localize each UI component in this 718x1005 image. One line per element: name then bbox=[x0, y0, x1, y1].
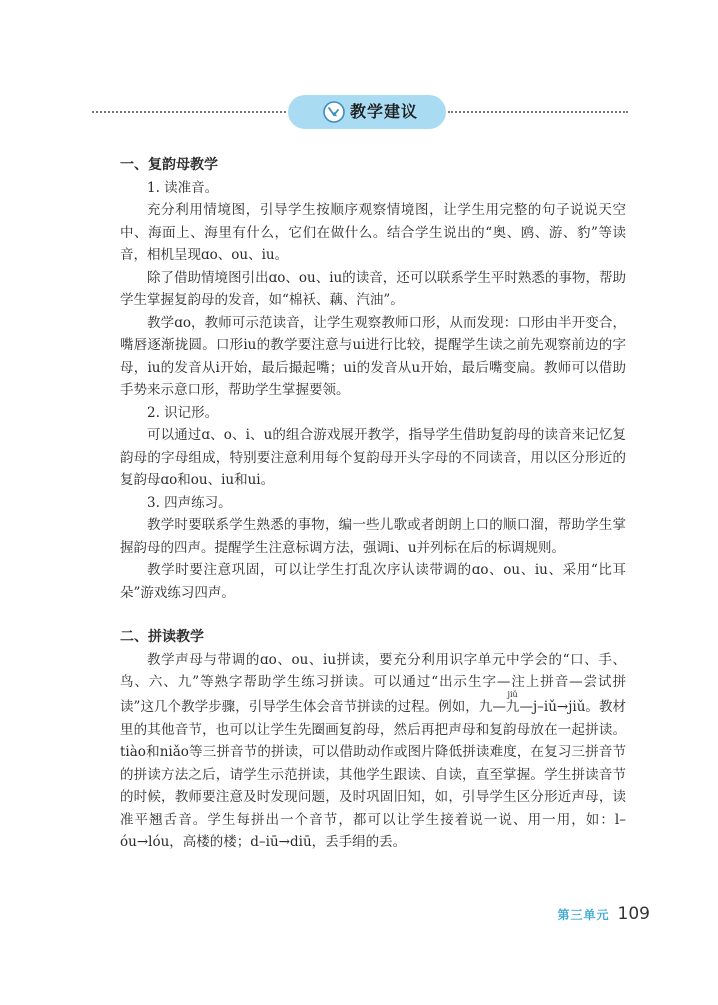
paragraph bbox=[120, 649, 626, 854]
paragraph-text: 教学声母与带调的ɑo、ou、iu拼读，要充分利用识字单元中学会的“口、手、鸟、六、九”等熟字帮助学生练习拼读。可以通过“出示生字—注上拼音—尝试拼读”这几个教学步骤，引导学生体会音节拼读的过程。例如，九— bbox=[120, 651, 626, 715]
subheading-1: 1. 读准音。 bbox=[147, 179, 219, 196]
page-footer bbox=[558, 904, 650, 924]
paragraph: 充分利用情境图，引导学生按顺序观察情境图，让学生用完整的句子说说天空中、海面上、海里有什么，它们在做什么。结合学生说出的“奥、鸥、游、豹”等读音，相机呈现ɑo、ou、iu。 bbox=[120, 202, 626, 263]
paragraph: 除了借助情境图引出ɑo、ou、iu的读音，还可以联系学生平时熟悉的事物，帮助学生掌握复韵母的发音，如“棉袄、藕、汽油”。 bbox=[120, 269, 626, 308]
paragraph-text: —j–iǔ→jiǔ。教材里的其他音节，也可以让学生先圈画复韵母，然后再把声母和复韵母放在一起拼读。tiào和niǎo等三拼音节的拼读，可以借助动作或图片降低拼读难度，在复习三拼音节的拼读方法之后，请学生示范拼读，其他学生跟读、自读，直至掌握。学生拼读音节的时候，教师要注意及时发现问题，及时巩固旧知，如，引导学生区分形近声母，读准平翘舌音。学生每拼出一个音节，都可以让学生接着说一说、用一用，如：l–óu→lóu，高楼的楼；d–iū→diū，丢手绢的丢。 bbox=[120, 699, 626, 850]
paragraph: 教学ɑo，教师可示范读音，让学生观察教师口形，从而发现：口形由半开变合，嘴唇逐渐拢圆。口形iu的教学要注意与ui进行比较，提醒学生读之前先观察前边的字母，iu的发音从i开始，最后撮起嘴；ui的发音从u开始，最后嘴变扁。教师可以借助手势来示意口形，帮助学生掌握要领。 bbox=[120, 314, 626, 398]
pointer-down-icon bbox=[323, 101, 345, 123]
ruby-base: 九 bbox=[505, 699, 520, 715]
subheading-2: 2. 识记形。 bbox=[147, 404, 219, 421]
dotted-divider-left bbox=[92, 111, 286, 113]
section-heading-2: 二、拼读教学 bbox=[120, 629, 204, 645]
section-heading-1: 一、复韵母教学 bbox=[120, 157, 218, 173]
pinyin-annotated-char bbox=[505, 690, 520, 715]
paragraph: 教学时要联系学生熟悉的事物，编一些儿歌或者朗朗上口的顺口溜，帮助学生掌握韵母的四声。提醒学生注意标调方法，强调i、u并列标在后的标调规则。 bbox=[120, 517, 626, 556]
main-content bbox=[120, 154, 626, 854]
ruby-pinyin: jiǔ bbox=[505, 690, 520, 699]
section-gap bbox=[120, 604, 626, 626]
unit-label: 第三单元 bbox=[557, 908, 610, 922]
section-header bbox=[92, 95, 628, 129]
subheading-3: 3. 四声练习。 bbox=[147, 494, 232, 511]
header-pill bbox=[288, 95, 446, 129]
paragraph: 教学时要注意巩固，可以让学生打乱次序认读带调的ɑo、ou、iu、采用“比耳朵”游戏练习四声。 bbox=[120, 562, 626, 601]
page-title: 教学建议 bbox=[350, 102, 419, 121]
dotted-divider-right bbox=[448, 111, 628, 113]
paragraph: 可以通过ɑ、o、i、u的组合游戏展开教学，指导学生借助复韵母的读音来记忆复韵母的字母组成，特别要注意利用每个复韵母开头字母的不同读音，用以区分形近的复韵母ɑo和ou、iu和ui。 bbox=[120, 427, 626, 488]
page-number: 109 bbox=[617, 904, 650, 924]
